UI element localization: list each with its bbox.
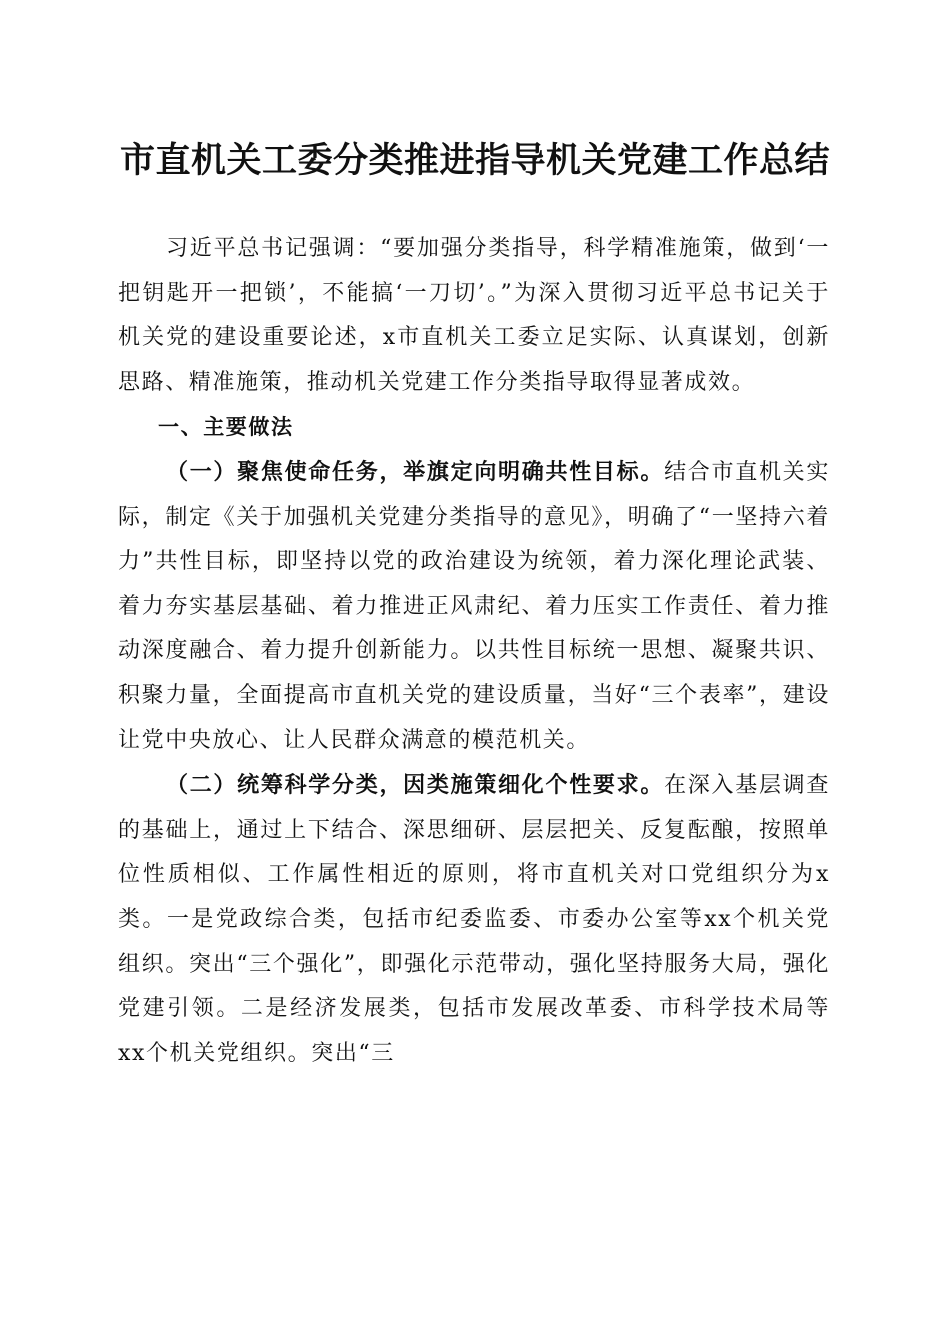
item2-lead: （二）统筹科学分类，因类施策细化个性要求。: [166, 772, 665, 799]
item1-paragraph: [118, 450, 830, 763]
item1-lead: （一）聚焦使命任务，举旗定向明确共性目标。: [166, 458, 665, 485]
document-title: 市直机关工委分类推进指导机关党建工作总结: [119, 140, 830, 181]
document-body: [118, 227, 830, 1076]
section-heading-main-practices: 一、主要做法: [158, 415, 294, 440]
item1-text: 结合市直机关实际，制定《关于加强机关党建分类指导的意见》，明确了“一坚持六着力”共性目标，即坚持以党的政治建设为统领，着力深化理论武装、着力夯实基层基础、着力推进正风肃纪、着力压实工作责任、着力推动深度融合、着力提升创新能力。以共性目标统一思想、凝聚共识、积聚力量，全面提高市直机关党的建设质量，当好“三个表率”，建设让党中央放心、让人民群众满意的模范机关。: [118, 459, 831, 753]
intro-paragraph: 习近平总书记强调：“要加强分类指导，科学精准施策，做到‘一把钥匙开一把锁’，不能搞‘一刀切’。”为深入贯彻习近平总书记关于机关党的建设重要论述，x市直机关工委立足实际、认真谋划，创新思路、精准施策，推动机关党建工作分类指导取得显著成效。: [118, 236, 830, 395]
item2-text: 在深入基层调查的基础上，通过上下结合、深思细研、层层把关、反复酝酿，按照单位性质相似、工作属性相近的原则，将市直机关对口党组织分为x类。一是党政综合类，包括市纪委监委、市委办公室等xx个机关党组织。突出“三个强化”，即强化示范带动，强化坚持服务大局，强化党建引领。二是经济发展类，包括市发展改革委、市科学技术局等xx个机关党组织。突出“三: [118, 773, 831, 1066]
item2-paragraph: [118, 763, 830, 1076]
